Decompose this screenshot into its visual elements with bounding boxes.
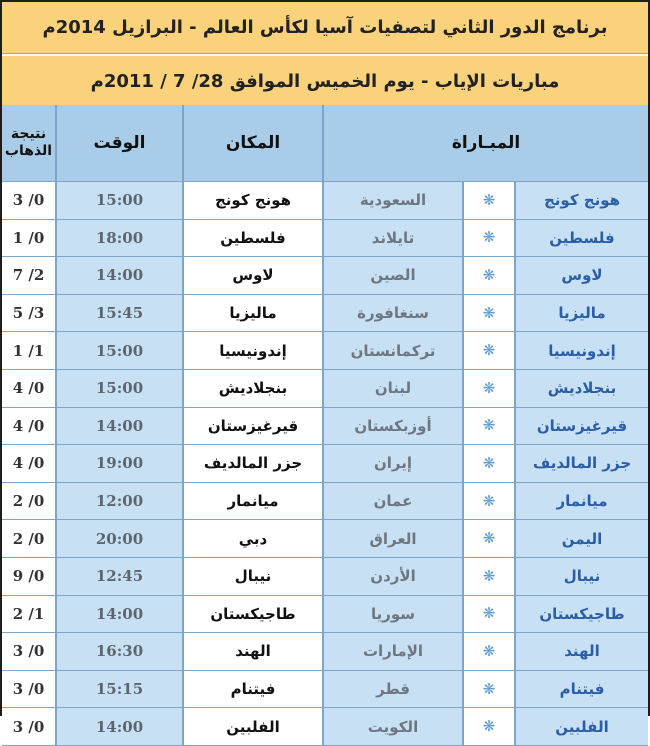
venue-cell: نيبال: [182, 558, 322, 595]
team-home-cell: بنجلاديش: [514, 370, 648, 407]
team-home-cell: فلسطين: [514, 220, 648, 257]
separator-cell: [462, 445, 514, 482]
team-home-cell: لاوس: [514, 257, 648, 294]
team-away-cell: الأردن: [322, 558, 462, 595]
separator-cell: [462, 596, 514, 633]
team-away-cell: تايلاند: [322, 220, 462, 257]
time-cell: 15:00: [55, 182, 182, 219]
title-bar: [2, 2, 648, 54]
team-away-cell: الصين: [322, 257, 462, 294]
table-row: [2, 257, 648, 295]
star-icon: ❋: [482, 529, 496, 548]
star-icon: ❋: [482, 641, 496, 660]
star-icon: ❋: [482, 416, 496, 435]
first-leg-result-cell: 3 /0: [2, 708, 55, 745]
fixtures-table: [2, 105, 648, 746]
team-home-cell: ماليزيا: [514, 295, 648, 332]
venue-cell: ميانمار: [182, 483, 322, 520]
team-away-cell: العراق: [322, 520, 462, 557]
separator-cell: [462, 708, 514, 745]
venue-cell: دبي: [182, 520, 322, 557]
team-home-cell: اليمن: [514, 520, 648, 557]
team-away-cell: سنغافورة: [322, 295, 462, 332]
team-away-cell: عمان: [322, 483, 462, 520]
team-home-cell: ميانمار: [514, 483, 648, 520]
venue-cell: الفلبين: [182, 708, 322, 745]
column-header-match: المبـاراة: [322, 105, 648, 181]
table-row: [2, 558, 648, 596]
table-row: [2, 332, 648, 370]
team-away-cell: الكويت: [322, 708, 462, 745]
table-row: [2, 483, 648, 521]
first-leg-result-cell: 3 /0: [2, 182, 55, 219]
venue-cell: قيرغيزستان: [182, 408, 322, 445]
venue-cell: فيتنام: [182, 671, 322, 708]
star-icon: ❋: [482, 378, 496, 397]
star-icon: ❋: [482, 604, 496, 623]
team-home-cell: نيبال: [514, 558, 648, 595]
time-cell: 19:00: [55, 445, 182, 482]
first-leg-result-cell: 2 /0: [2, 483, 55, 520]
table-row: [2, 220, 648, 258]
time-cell: 20:00: [55, 520, 182, 557]
star-icon: ❋: [482, 453, 496, 472]
team-away-cell: الإمارات: [322, 633, 462, 670]
team-away-cell: أوزبكستان: [322, 408, 462, 445]
separator-cell: [462, 257, 514, 294]
star-icon: ❋: [482, 190, 496, 209]
team-away-cell: سوريا: [322, 596, 462, 633]
team-away-cell: السعودية: [322, 182, 462, 219]
venue-cell: ماليزيا: [182, 295, 322, 332]
team-away-cell: تركمانستان: [322, 332, 462, 369]
team-home-cell: الهند: [514, 633, 648, 670]
table-row: [2, 671, 648, 709]
subtitle-bar: [2, 54, 648, 106]
table-row: [2, 182, 648, 220]
team-home-cell: فيتنام: [514, 671, 648, 708]
page-title: برنامج الدور الثاني لتصفيات آسيا لكأس العالم - البرازيل 2014م: [42, 17, 608, 38]
table-row: [2, 520, 648, 558]
team-home-cell: قيرغيزستان: [514, 408, 648, 445]
first-leg-result-cell: 4 /0: [2, 445, 55, 482]
first-leg-result-cell: 7 /2: [2, 257, 55, 294]
time-cell: 15:15: [55, 671, 182, 708]
team-home-cell: إندونيسيا: [514, 332, 648, 369]
separator-cell: [462, 220, 514, 257]
separator-cell: [462, 520, 514, 557]
separator-cell: [462, 182, 514, 219]
table-row: [2, 596, 648, 634]
first-leg-result-cell: 2 /1: [2, 596, 55, 633]
table-row: [2, 633, 648, 671]
star-icon: ❋: [482, 303, 496, 322]
venue-cell: طاجيكستان: [182, 596, 322, 633]
first-leg-result-cell: 9 /0: [2, 558, 55, 595]
first-leg-result-cell: 4 /0: [2, 408, 55, 445]
table-row: [2, 370, 648, 408]
first-leg-result-cell: 2 /0: [2, 520, 55, 557]
separator-cell: [462, 332, 514, 369]
star-icon: ❋: [482, 717, 496, 736]
team-away-cell: قطر: [322, 671, 462, 708]
venue-cell: الهند: [182, 633, 322, 670]
venue-cell: هونج كونج: [182, 182, 322, 219]
table-row: [2, 708, 648, 746]
table-row: [2, 445, 648, 483]
separator-cell: [462, 370, 514, 407]
team-home-cell: الفلبين: [514, 708, 648, 745]
venue-cell: لاوس: [182, 257, 322, 294]
time-cell: 16:30: [55, 633, 182, 670]
separator-cell: [462, 558, 514, 595]
first-leg-result-cell: 3 /0: [2, 671, 55, 708]
table-row: [2, 295, 648, 333]
first-leg-result-cell: 1 /1: [2, 332, 55, 369]
star-icon: ❋: [482, 566, 496, 585]
time-cell: 15:00: [55, 332, 182, 369]
venue-cell: فلسطين: [182, 220, 322, 257]
time-cell: 18:00: [55, 220, 182, 257]
venue-cell: بنجلاديش: [182, 370, 322, 407]
column-header-place: المكان: [182, 105, 322, 181]
column-header-time: الوقت: [55, 105, 182, 181]
separator-cell: [462, 671, 514, 708]
table-body: [2, 182, 648, 746]
time-cell: 15:45: [55, 295, 182, 332]
team-home-cell: هونج كونج: [514, 182, 648, 219]
team-away-cell: إيران: [322, 445, 462, 482]
first-leg-result-cell: 3 /0: [2, 633, 55, 670]
separator-cell: [462, 295, 514, 332]
page-subtitle: مباريات الإياب - يوم الخميس الموافق 28/ 7 / 2011م: [90, 70, 560, 92]
star-icon: ❋: [482, 228, 496, 247]
separator-cell: [462, 408, 514, 445]
separator-cell: [462, 633, 514, 670]
star-icon: ❋: [482, 491, 496, 510]
team-away-cell: لبنان: [322, 370, 462, 407]
first-leg-result-cell: 4 /0: [2, 370, 55, 407]
star-icon: ❋: [482, 341, 496, 360]
star-icon: ❋: [482, 265, 496, 284]
star-icon: ❋: [482, 679, 496, 698]
first-leg-result-cell: 5 /3: [2, 295, 55, 332]
time-cell: 14:00: [55, 257, 182, 294]
venue-cell: إندونيسيا: [182, 332, 322, 369]
separator-cell: [462, 483, 514, 520]
first-leg-result-cell: 1 /0: [2, 220, 55, 257]
time-cell: 15:00: [55, 370, 182, 407]
table-row: [2, 408, 648, 446]
table-header-row: [2, 105, 648, 182]
time-cell: 14:00: [55, 408, 182, 445]
venue-cell: جزر المالديف: [182, 445, 322, 482]
time-cell: 12:45: [55, 558, 182, 595]
team-home-cell: جزر المالديف: [514, 445, 648, 482]
time-cell: 14:00: [55, 596, 182, 633]
team-home-cell: طاجيكستان: [514, 596, 648, 633]
time-cell: 12:00: [55, 483, 182, 520]
time-cell: 14:00: [55, 708, 182, 745]
column-header-result: نتيجة الذهاب: [2, 105, 55, 181]
